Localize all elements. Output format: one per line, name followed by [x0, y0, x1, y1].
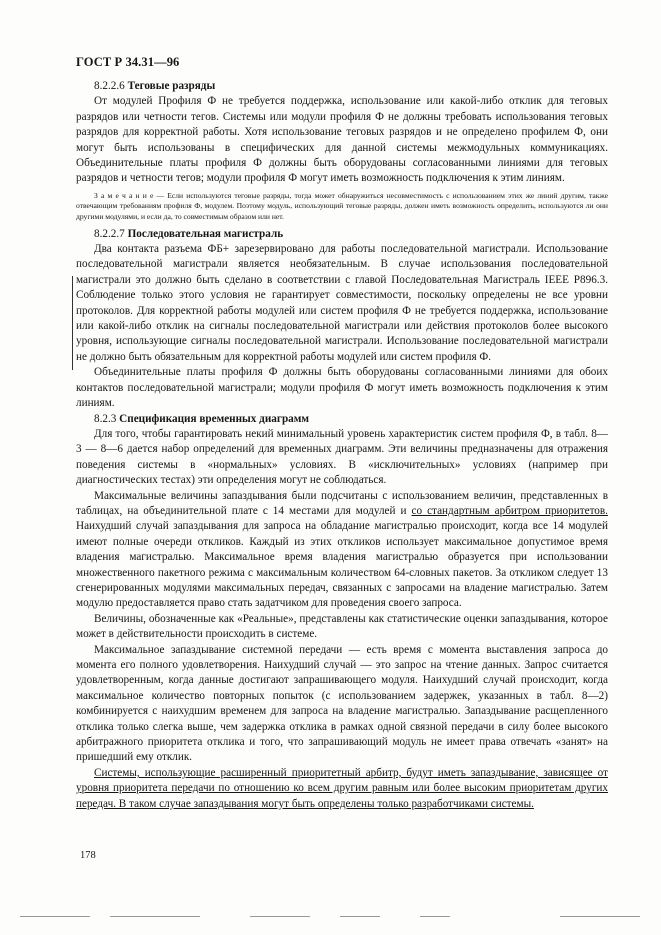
document-code: ГОСТ Р 34.31—96 [76, 55, 180, 69]
paragraph: Для того, чтобы гарантировать некий минимальный уровень характеристик систем профиля Ф, в табл. 8—3 — 8—6 дается набор определений для временных диаграмм. Эти величины предназначены для отражения поведения системы в «нормальных» условиях. В «исключительных» условиях (например при диагностических тестах) эти определения могут не соблюдаться. [76, 427, 608, 487]
scan-artifact-line [250, 916, 310, 917]
section-heading-8227 [76, 227, 608, 242]
section-heading-8226 [76, 79, 608, 94]
scan-artifact-line [420, 916, 450, 917]
section-title: Последовательная магистраль [127, 227, 284, 240]
paragraph [76, 489, 608, 612]
section-number: 8.2.2.6 [94, 80, 125, 92]
paragraph: Два контакта разъема ФБ+ зарезервировано для работы последовательной магистрали. Использование последовательной магистрали является необязательным. В случае использования последовательной магистрали это должно быть сделано в соответствии с главой Последовательная Магистраль IEEE P896.3. Соблюдение только этого условия не гарантирует совместимости, поскольку определены не все уровни протоколов. Для корректной работы модулей или систем профиля Ф не требуется поддержка, использование или какой-либо отклик на сигналы последовательной магистрали или действия протоколов более высокого уровня, использующие сигналы последовательной магистрали. Использование последовательной магистрали не должно быть обязательным для корректной работы модулей или систем профиля Ф. [76, 243, 608, 363]
paragraph-underlined: Системы, использующие расширенный приоритетный арбитр, будут иметь запаздывание, зависящее от уровня приоритета передачи по отношению ко всем другим равным или более высоким приоритетам других передач. В таком случае запаздывания могут быть определены только разработчиками системы. [76, 766, 608, 810]
scan-artifact-line [110, 916, 200, 917]
section-title: Теговые разряды [127, 80, 216, 92]
section-number: 8.2.3 [94, 412, 117, 425]
scan-artifact-line [560, 916, 640, 917]
document-body [76, 79, 608, 812]
section-heading-823 [76, 412, 608, 427]
paragraph: Объединительные платы профиля Ф должны быть оборудованы согласованными линиями для обоих контактов последовательной магистрали; модули профиля Ф могут иметь возможность подключения к этим линиям. [76, 366, 608, 410]
revision-bar [72, 276, 73, 370]
paragraph: Величины, обозначенные как «Реальные», представлены как статистические оценки запаздывания, которое может в действительности происходить в системе. [76, 612, 608, 641]
text-run: Наихудший случай запаздывания для запроса на обладание магистралью происходит, когда все 14 модулей имеют полные очереди откликов. Каждый из этих откликов использует максимальное допустимое время владения магистралью. Максимальное время владения магистралью образуется при использовании множественного пакетного режима с максимальным количеством 64-словных пакетов. За откликом следует 13 сгенерированных модулями максимальных передач, связанных с запросами на владение магистралью. Затем модулю предоставляется право стать задатчиком для проведения своего запроса. [76, 520, 608, 610]
underlined-text: со стандартным арбитром приоритетов. [411, 504, 608, 517]
section-number: 8.2.2.7 [94, 227, 125, 240]
scan-artifact-line [20, 916, 90, 917]
note: З а м е ч а н и е — Если используются теговые разряды, тогда может обнаружиться несовместимость с использованием этих же линий другим, также отвечающим требованиям профиля Ф, модулем. Поэтому модуль, использующий теговые разряды, должен иметь возможность определить, используются ли они другими модулями, и если да, то совместимым образом или нет. [76, 190, 608, 222]
scan-artifact-line [340, 916, 380, 917]
page-number: 178 [80, 850, 96, 861]
paragraph: От модулей Профиля Ф не требуется поддержка, использование или какой-либо отклик для теговых разрядов или четности тегов. Системы или модули профиля Ф не должны требовать использования теговых разрядов для корректной работы. Хотя использование теговых разрядов и не определено профилем Ф, они могут быть использованы в специфических для данной системы межмодульных коммуникациях. Объединительные платы профиля Ф должны быть оборудованы согласованными линиями для теговых разрядов и четности тегов; модули профиля Ф могут иметь возможность подключения к этим линиям. [76, 95, 608, 185]
text-run: Максимальные величины запаздывания были подсчитаны с использованием величин, представленных в таблицах, на объединительной плате с 14 местами для модулей и [76, 489, 608, 517]
paragraph: Максимальное запаздывание системной передачи — есть время с момента выставления запроса до момента его полного удовлетворения. Наихудший случай — это запрос на чтение данных. Запрос считается удовлетворенным, когда данные достигают запрашивающего модуля. Наихудший случай происходит, когда максимальное количество повторных попыток (с использованием задержек, указанных в табл. 8—2) комбинируется с наихудшим временем для запроса на владение магистралью. Запаздывание расщепленного отклика только слегка выше, чем задержка отклика в рамках одной связной передачи в силу более высокого арбитражного приоритета отклика и того, что запрашивающий модуль не имеет права отвечать «занят» на пришедший ему отклик. [76, 643, 608, 764]
section-title: Спецификация временных диаграмм [119, 412, 310, 425]
